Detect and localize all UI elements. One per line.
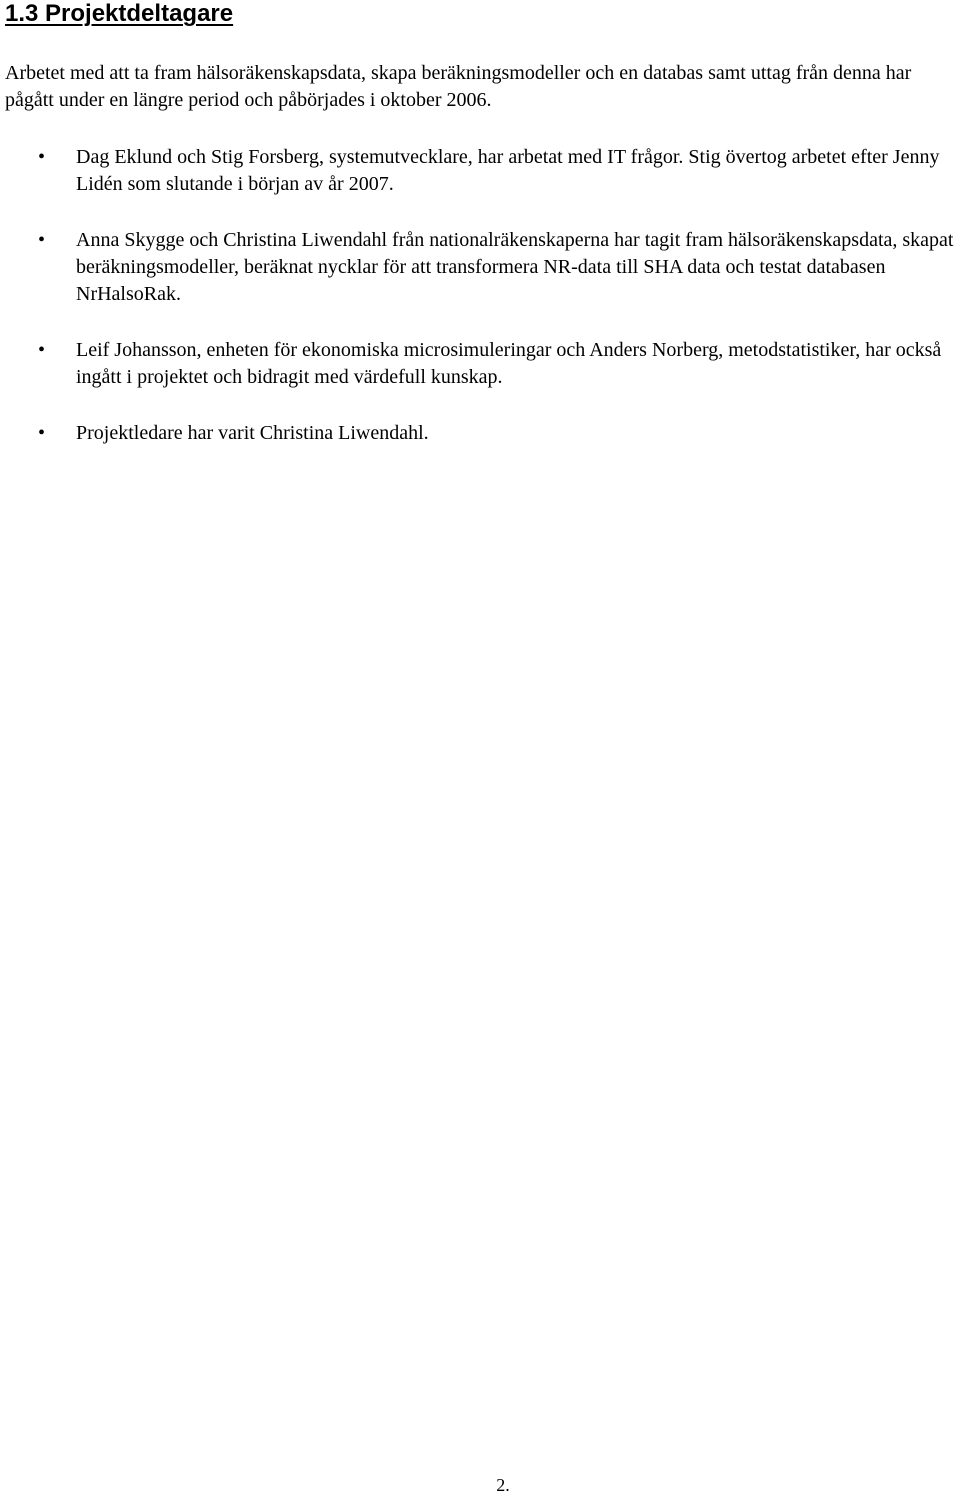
page-number: 2. xyxy=(496,1475,510,1495)
list-item xyxy=(0,227,960,308)
bullet-icon: • xyxy=(38,339,46,361)
bullet-icon: • xyxy=(38,146,46,168)
list-item-text: Projektledare har varit Christina Liwendahl. xyxy=(76,422,429,444)
list-item-text: Dag Eklund och Stig Forsberg, systemutvecklare, har arbetat med IT frågor. Stig övertog arbetet efter Jenny Lidén som slutande i början av år 2007. xyxy=(76,146,940,195)
list-item xyxy=(0,144,960,198)
bullet-icon: • xyxy=(38,229,46,251)
list-item-text: Leif Johansson, enheten för ekonomiska microsimuleringar och Anders Norberg, metodstatistiker, har också ingått i projektet och bidragit med värdefull kunskap. xyxy=(76,339,942,388)
bullet-icon: • xyxy=(38,422,46,444)
participant-list xyxy=(0,144,960,476)
list-item xyxy=(0,337,960,391)
list-item-text: Anna Skygge och Christina Liwendahl från nationalräkenskaperna har tagit fram hälsoräkenskapsdata, skapat beräkningsmodeller, beräknat nycklar för att transformera NR-data till SHA data och testat databasen NrHalsoRak. xyxy=(76,229,954,305)
list-item xyxy=(0,420,960,447)
intro-paragraph: Arbetet med att ta fram hälsoräkenskapsdata, skapa beräkningsmodeller och en databas samt uttag från denna har pågått under en längre period och påbörjades i oktober 2006. xyxy=(5,62,912,111)
section-heading: 1.3 Projektdeltagare xyxy=(5,0,234,27)
